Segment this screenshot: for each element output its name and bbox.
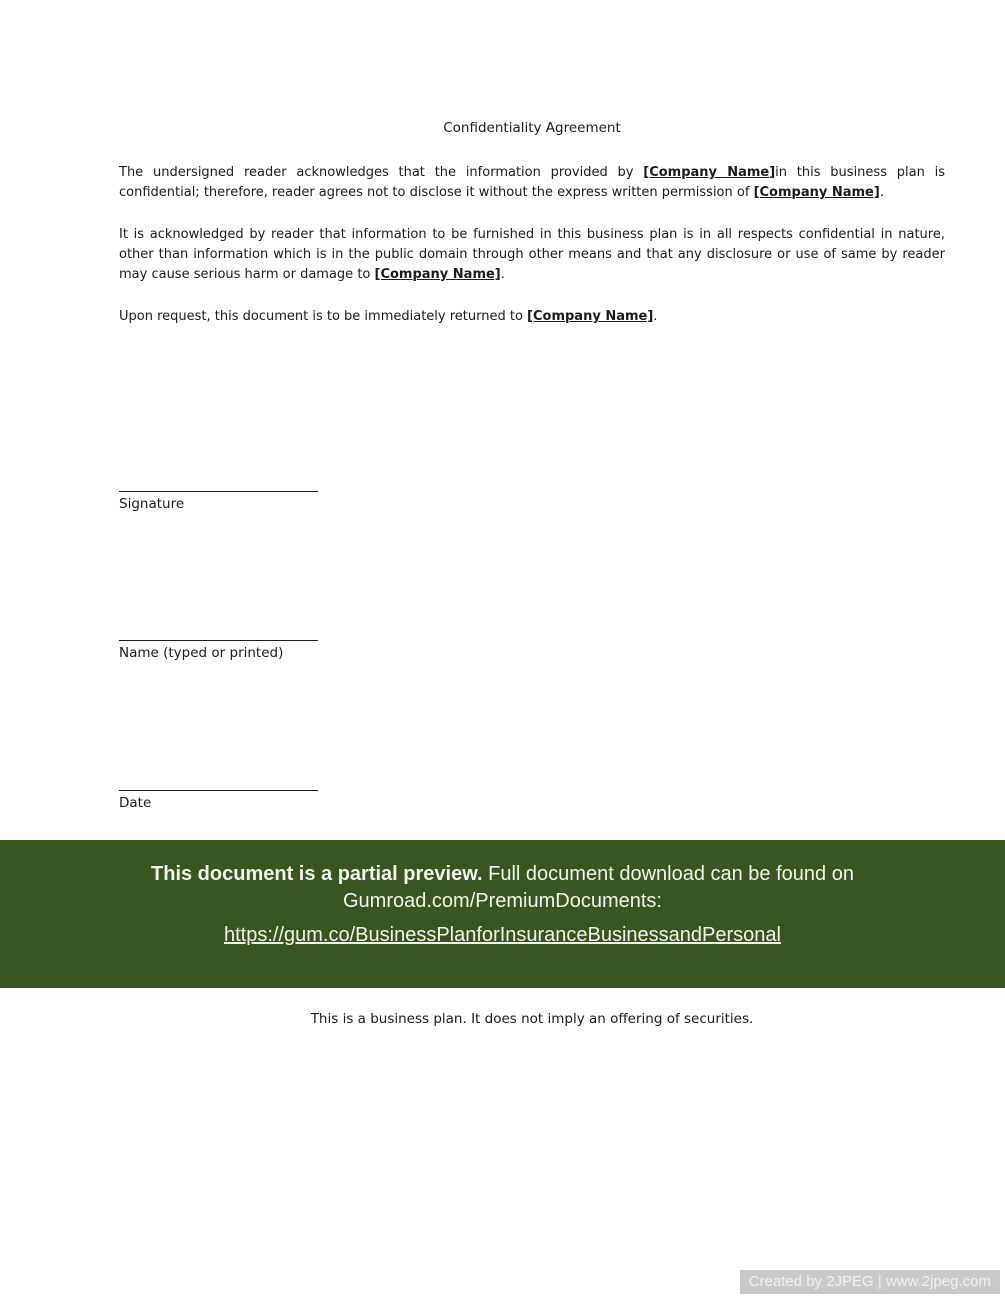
date-block (119, 790, 318, 811)
preview-banner (0, 840, 1005, 988)
name-line[interactable] (119, 640, 318, 641)
paragraph (119, 225, 945, 285)
preview-banner-bold-text: This document is a partial preview. (151, 863, 483, 885)
document-title: Confidentiality Agreement (443, 120, 621, 136)
watermark: Created by 2JPEG | www.2jpeg.com (740, 1270, 1000, 1294)
paragraph (119, 163, 945, 203)
date-label: Date (119, 795, 152, 811)
name-block (119, 640, 318, 661)
paragraph (119, 307, 945, 327)
company-name-placeholder: [Company Name] (374, 267, 501, 282)
body-paragraphs (119, 163, 945, 349)
name-label: Name (typed or printed) (119, 645, 284, 661)
company-name-placeholder: [Company Name] (527, 309, 654, 324)
preview-banner-link-row (0, 924, 1005, 947)
paragraph-text: . (653, 309, 658, 324)
preview-banner-normal-text: Full document download can be found on Gumroad.com/PremiumDocuments: (343, 863, 854, 912)
signature-block (119, 491, 318, 512)
paragraph-text: in this business plan is confidential; therefore, reader agrees not to disclose it without the express written permission of (119, 165, 946, 200)
gumroad-link[interactable]: https://gum.co/BusinessPlanforInsuranceBusinessandPersonal (224, 924, 781, 946)
signature-line[interactable] (119, 491, 318, 492)
paragraph-text: . (500, 267, 505, 282)
company-name-placeholder: [Company Name] (753, 185, 880, 200)
paragraph-text: . (879, 185, 884, 200)
signature-label: Signature (119, 496, 185, 512)
paragraph-text: The undersigned reader acknowledges that the information provided by (119, 165, 644, 180)
company-name-placeholder: [Company Name] (643, 165, 776, 180)
date-line[interactable] (119, 790, 318, 791)
paragraph-text: It is acknowledged by reader that information to be furnished in this business plan is in all respects confidential in nature, other than information which is in the public domain through other means and that any disclosure or use of same by reader may cause serious harm or damage to (119, 227, 945, 282)
paragraph-text: Upon request, this document is to be immediately returned to (119, 309, 528, 324)
disclaimer-text: This is a business plan. It does not imply an offering of securities. (310, 1011, 754, 1027)
preview-banner-text (83, 861, 923, 915)
